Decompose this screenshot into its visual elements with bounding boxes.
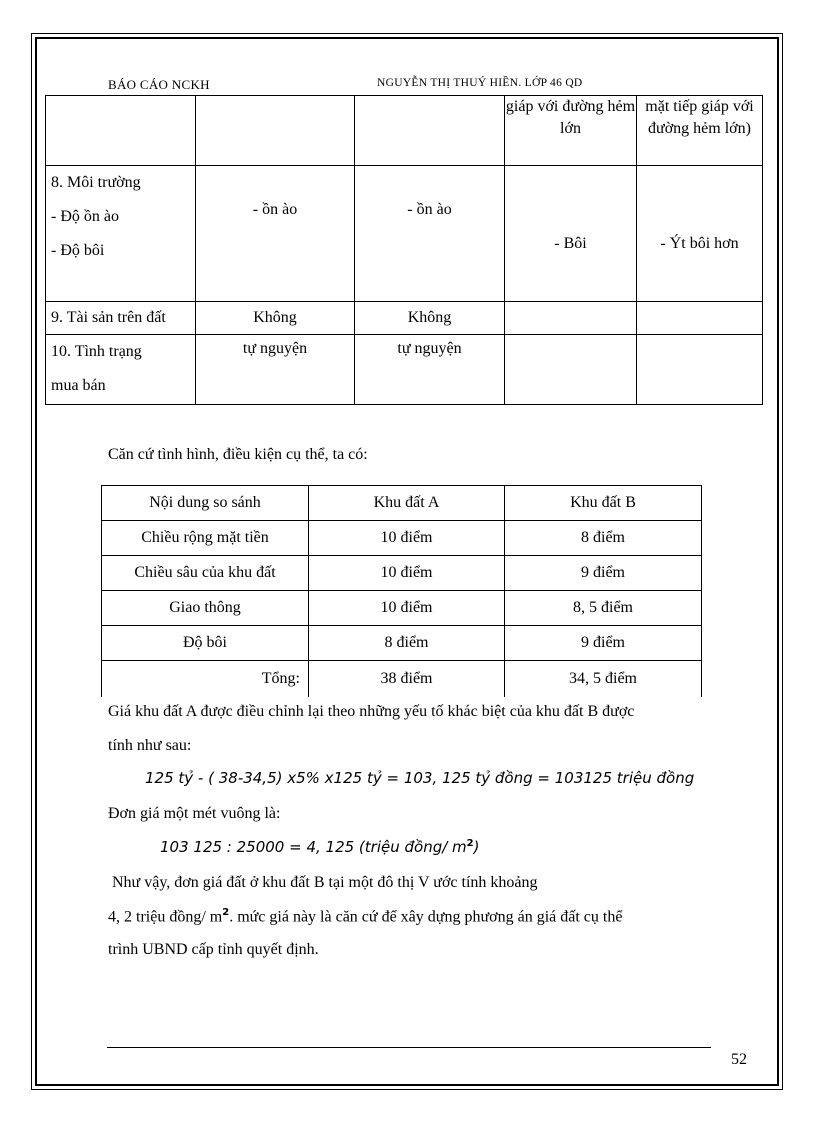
price-formula: 125 tỷ - ( 38-34,5) x5% x125 tỷ = 103, 125 tỷ đồng = 103125 triệu đồng xyxy=(145,769,695,787)
footer-divider xyxy=(107,1047,711,1048)
total-b: 34, 5 điểm xyxy=(505,661,702,698)
row9-col3: Không xyxy=(355,302,505,335)
table-row xyxy=(102,591,702,626)
conclusion-line1: Như vậy, đơn giá đất ở khu đất B tại một đô thị V ước tính khoảng xyxy=(112,874,538,891)
unit-price-formula-text: 103 125 : 25000 = 4, 125 (triệu đồng/ m xyxy=(160,838,467,856)
table-header-row xyxy=(102,486,702,521)
squared-superscript: 2 xyxy=(222,907,230,918)
header-criteria: Nội dung so sánh xyxy=(102,486,309,521)
header-land-a: Khu đất A xyxy=(309,486,505,521)
unit-price-formula xyxy=(160,838,479,856)
score-b-cell: 8 điểm xyxy=(505,521,702,556)
criteria-cell: Giao thông xyxy=(102,591,309,626)
row8-col2: - ồn ào xyxy=(196,166,355,302)
row8-col5: - Ýt bôi hơn xyxy=(637,166,763,302)
row8-col4: - Bôi xyxy=(505,166,637,302)
criteria-cell: Chiều rộng mặt tiền xyxy=(102,521,309,556)
unit-price-label: Đơn giá một mét vuông là: xyxy=(108,805,281,822)
unit-price-formula-close: ) xyxy=(473,838,480,856)
cell-cont-col4: giáp với đường hẻm lớn xyxy=(505,96,637,166)
conclusion-line2 xyxy=(108,907,622,926)
score-a-cell: 10 điểm xyxy=(309,556,505,591)
score-b-cell: 8, 5 điểm xyxy=(505,591,702,626)
adjust-paragraph-line2: tính như sau: xyxy=(108,737,192,754)
score-a-cell: 10 điểm xyxy=(309,521,505,556)
header-land-b: Khu đất B xyxy=(505,486,702,521)
row10-col3: tự nguyện xyxy=(355,335,505,405)
conclusion-line3: trình UBND cấp tỉnh quyết định. xyxy=(108,941,319,958)
table-row xyxy=(46,166,763,302)
row8-sub2: - Độ bôi xyxy=(51,242,105,259)
score-b-cell: 9 điểm xyxy=(505,626,702,661)
conclusion-line2-start: 4, 2 triệu đồng/ m xyxy=(108,908,223,926)
intro-paragraph: Căn cứ tình hình, điều kiện cụ thể, ta có: xyxy=(108,446,368,463)
score-a-cell: 8 điểm xyxy=(309,626,505,661)
conclusion-line2-end: . mức giá này là căn cứ để xây dựng phương án giá đất cụ thể xyxy=(229,908,623,926)
table-row xyxy=(46,302,763,335)
table-row xyxy=(102,626,702,661)
table-row xyxy=(46,96,763,166)
table-row xyxy=(102,521,702,556)
criteria-cell: Chiều sâu của khu đất xyxy=(102,556,309,591)
header-left: BÁO CÁO NCKH xyxy=(108,77,210,92)
total-a: 38 điểm xyxy=(309,661,505,698)
page-number: 52 xyxy=(731,1051,747,1068)
table-row xyxy=(46,335,763,405)
row10-label-line2: mua bán xyxy=(51,377,106,394)
criteria-cell: Độ bôi xyxy=(102,626,309,661)
score-b-cell: 9 điểm xyxy=(505,556,702,591)
row8-sub1: - Độ ồn ào xyxy=(51,208,119,225)
row9-label: 9. Tài sản trên đất xyxy=(46,302,196,335)
row10-col2: tự nguyện xyxy=(196,335,355,405)
header-right: NGUYỄN THỊ THUÝ HIỀN. LỚP 46 QD xyxy=(377,77,583,89)
row9-col2: Không xyxy=(196,302,355,335)
score-a-cell: 10 điểm xyxy=(309,591,505,626)
row8-label: 8. Môi trường xyxy=(51,174,141,191)
total-label: Tổng: xyxy=(102,661,309,698)
total-row xyxy=(102,661,702,698)
squared-superscript: 2 xyxy=(466,838,474,849)
score-table xyxy=(101,485,702,697)
comparison-detail-table xyxy=(45,95,763,405)
table-row xyxy=(102,556,702,591)
row10-label-line1: 10. Tình trạng xyxy=(51,343,142,360)
row8-col3: - ồn ào xyxy=(355,166,505,302)
cell-cont-col5: mặt tiếp giáp với đường hẻm lớn) xyxy=(637,96,763,166)
adjust-paragraph-line1: Giá khu đất A được điều chỉnh lại theo những yếu tố khác biệt của khu đất B được xyxy=(108,703,635,720)
